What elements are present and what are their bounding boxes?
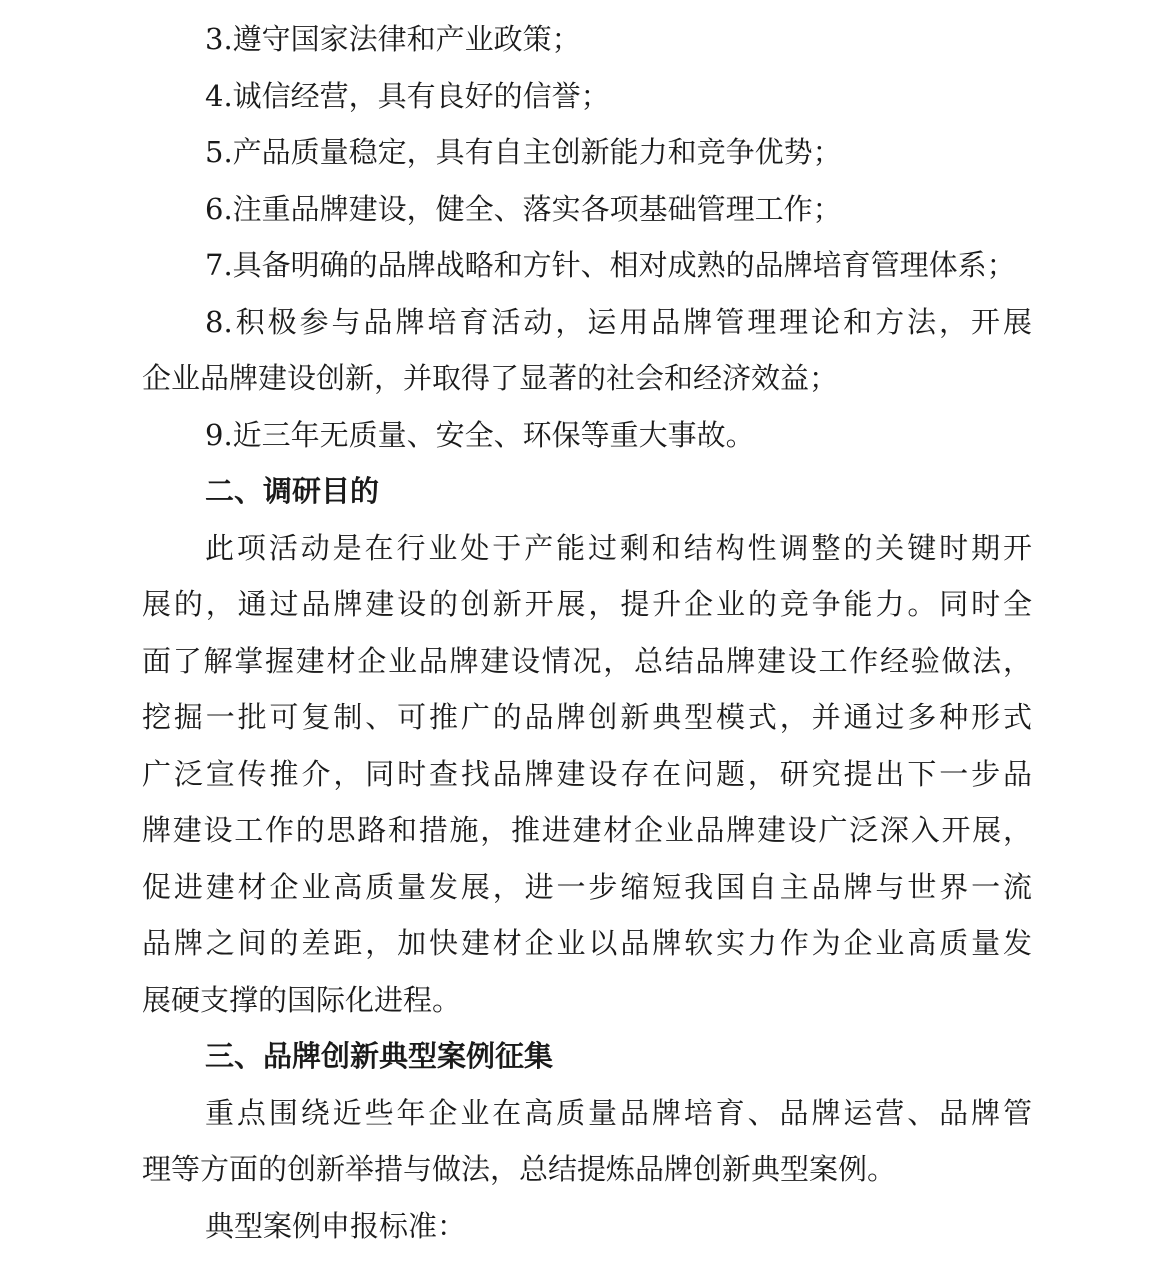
purpose-paragraph-line-8: 品牌之间的差距，加快建材企业以品牌软实力作为企业高质量发 <box>142 926 1032 960</box>
criterion-8-line-1: 8.积极参与品牌培育活动，运用品牌管理理论和方法，开展 <box>205 304 1032 339</box>
collection-paragraph-line-2: 理等方面的创新举措与做法，总结提炼品牌创新典型案例。 <box>142 1152 897 1186</box>
document-body <box>142 11 1032 1254</box>
criterion-5: 5.产品质量稳定，具有自主创新能力和竞争优势； <box>205 135 842 169</box>
criterion-9: 9.近三年无质量、安全、环保等重大事故。 <box>205 417 755 452</box>
purpose-paragraph-line-5: 广泛宣传推介，同时查找品牌建设存在问题，研究提出下一步品 <box>142 756 1032 791</box>
criterion-8-line-2: 企业品牌建设创新，并取得了显著的社会和经济效益； <box>142 361 839 395</box>
purpose-paragraph-line-2: 展的，通过品牌建设的创新开展，提升企业的竞争能力。同时全 <box>142 587 1032 621</box>
purpose-paragraph-line-7: 促进建材企业高质量发展，进一步缩短我国自主品牌与世界一流 <box>142 869 1032 904</box>
purpose-paragraph-line-3: 面了解掌握建材企业品牌建设情况，总结品牌建设工作经验做法， <box>142 643 1032 678</box>
purpose-paragraph-line-9: 展硬支撑的国际化进程。 <box>142 982 462 1017</box>
criterion-4: 4.诚信经营，具有良好的信誉； <box>205 78 610 113</box>
section-heading-case-collection: 三、品牌创新典型案例征集 <box>205 1039 554 1073</box>
criterion-3: 3.遵守国家法律和产业政策； <box>205 22 581 56</box>
purpose-paragraph-line-1: 此项活动是在行业处于产能过剩和结构性调整的关键时期开 <box>205 530 1032 565</box>
criterion-7: 7.具备明确的品牌战略和方针、相对成熟的品牌培育管理体系； <box>205 248 1016 282</box>
purpose-paragraph-line-6: 牌建设工作的思路和措施，推进建材企业品牌建设广泛深入开展， <box>142 813 1032 847</box>
section-heading-research-purpose: 二、调研目的 <box>205 474 380 508</box>
case-criteria-label: 典型案例申报标准： <box>205 1208 467 1243</box>
criterion-6: 6.注重品牌建设，健全、落实各项基础管理工作； <box>205 191 842 226</box>
purpose-paragraph-line-4: 挖掘一批可复制、可推广的品牌创新典型模式，并通过多种形式 <box>142 700 1032 734</box>
collection-paragraph-line-1: 重点围绕近些年企业在高质量品牌培育、品牌运营、品牌管 <box>205 1095 1032 1130</box>
